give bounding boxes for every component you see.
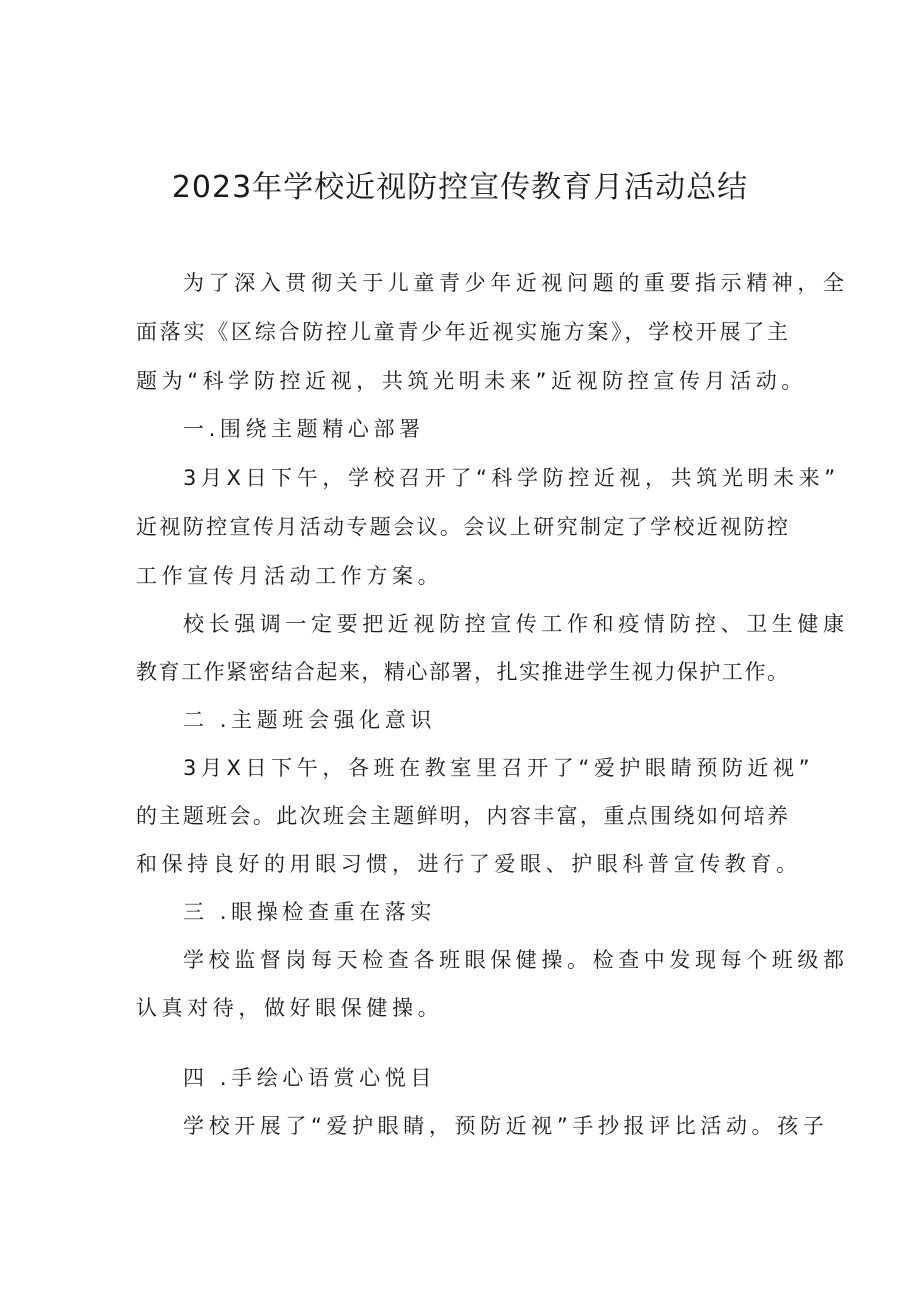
paragraph-line: 近视防控宣传月活动专题会议。会议上研究制定了学校近视防控 xyxy=(136,515,788,539)
paragraph-line: 题为“科学防控近视，共筑光明未来”近视防控宣传月活动。 xyxy=(136,369,807,393)
section-heading: 四 .手绘心语赏心悦目 xyxy=(183,1066,436,1090)
paragraph-line: 教育工作紧密结合起来，精心部署，扎实推进学生视力保护工作。 xyxy=(136,660,788,684)
paragraph-line: 工作宣传月活动工作方案。 xyxy=(136,564,444,588)
paragraph-line: 的主题班会。此次班会主题鲜明，内容丰富，重点围绕如何培养 xyxy=(136,804,788,828)
paragraph-line: 和保持良好的用眼习惯，进行了爱眼、护眼科普宣传教育。 xyxy=(136,852,802,876)
section-heading: 二 .主题班会强化意识 xyxy=(183,708,436,732)
section-heading: 一.围绕主题精心部署 xyxy=(183,417,425,441)
section-heading: 三 .眼操检查重在落实 xyxy=(183,900,436,924)
paragraph-line: 学校开展了“爱护眼睛，预防近视”手抄报评比活动。孩子 xyxy=(183,1114,829,1138)
paragraph-line: 3月X日下午，各班在教室里召开了“爱护眼睛预防近视” xyxy=(183,756,815,780)
paragraph-line: 认真对待，做好眼保健操。 xyxy=(136,996,444,1020)
paragraph-line: 校长强调一定要把近视防控宣传工作和疫情防控、卫生健康 xyxy=(183,612,849,636)
document-title: 2023年学校近视防控宣传教育月活动总结 xyxy=(171,170,749,205)
paragraph-line: 3月X日下午，学校召开了“科学防控近视，共筑光明未来” xyxy=(183,466,840,490)
paragraph-line: 学校监督岗每天检查各班眼保健操。检查中发现每个班级都 xyxy=(183,948,849,972)
paragraph-line: 为了深入贯彻关于儿童青少年近视问题的重要指示精神，全 xyxy=(183,271,849,295)
paragraph-line: 面落实《区综合防控儿童青少年近视实施方案》，学校开展了主 xyxy=(136,320,788,344)
